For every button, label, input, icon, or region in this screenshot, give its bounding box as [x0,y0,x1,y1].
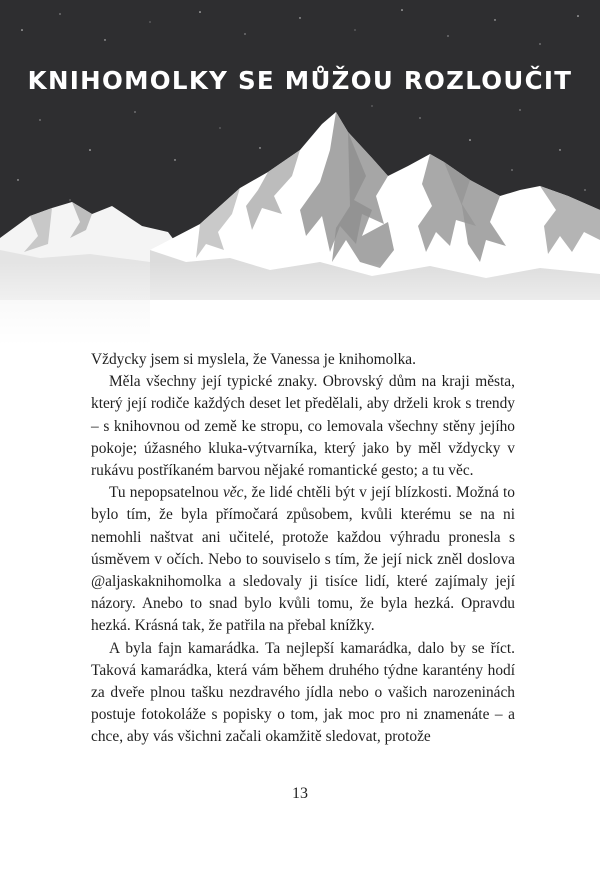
page-number: 13 [292,785,308,802]
chapter-title: KNIHOMOLKY SE MŮŽOU ROZLOUČIT [27,66,573,95]
paragraph-text: Tu nepopsatelnou [109,484,223,502]
mountain-illustration [0,0,600,345]
chapter-body [91,349,515,749]
paragraph: Vždycky jsem si myslela, že Vanessa je knihomolka. [91,351,416,368]
paragraph-text: , že lidé chtěli být v její blízkosti. Možná to bylo tím, že byla přímočará způsobem, kvůli kterému se na ni nemohli naštvat ani učitelé, protože každou výhradu pronesla s úsměvem v očích. Nebo to souviselo s tím, že její nick zněl doslova @aljaskaknihomolka a sledovaly ji tisíce lidí, které zajímaly její názory. Anebo to snad bylo kvůli tomu, že byla hezká. Opravdu hezká. Krásná tak, že patřila na přebal knížky. [91,484,515,635]
paragraph: A byla fajn kamarádka. Ta nejlepší kamarádka, dalo by se říct. Taková kamarádka, která vám během druhého týdne karantény hodí za dveře plnou tašku nezdravého jídla nebo o vašich narozeninách postuje fotokoláže s popisky o tom, jak moc pro ni znamenáte – a chce, aby vás všichni začali okamžitě sledovat, protože [91,639,515,746]
paragraph [91,482,515,637]
paragraph: Měla všechny její typické znaky. Obrovský dům na kraji města, který její rodiče každých deset let předělali, aby drželi krok s trendy – s knihovnou od země ke stropu, co lemovala všechny stěny jejího pokoje; úžasného kluka-výtvarníka, který jako by měl vždycky v rukávu postříkaném barvou nějaké romantické gesto; a tu věc. [91,373,515,480]
emphasized-word: věc [222,484,244,502]
